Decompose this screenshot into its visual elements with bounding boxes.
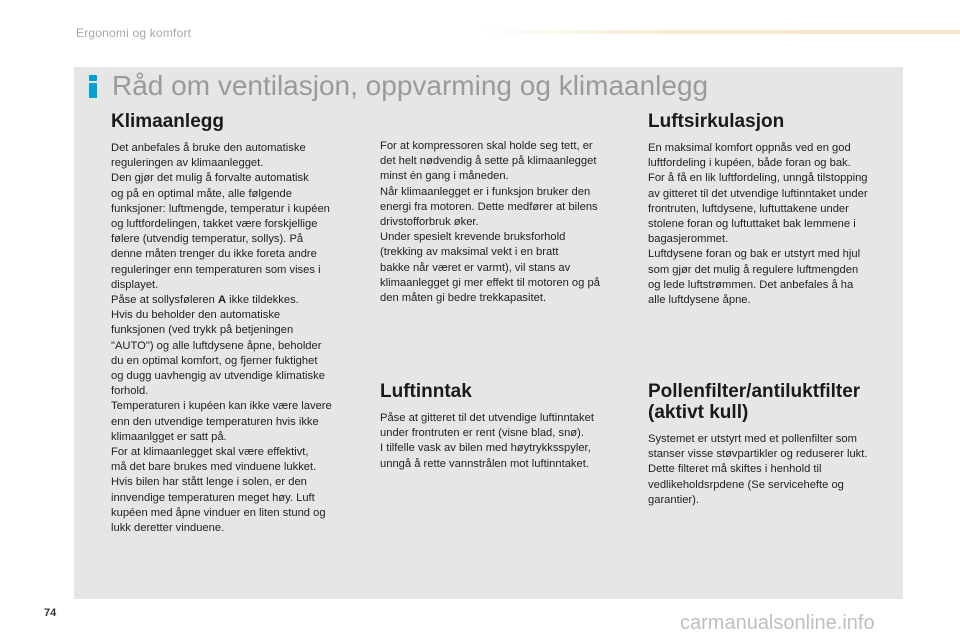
pollenfilter-section xyxy=(648,381,898,508)
luftinntak-heading: Luftinntak xyxy=(380,381,472,402)
luftsirkulasjon-text: En maksimal komfort oppnås ved en god luftfordeling i kupéen, både foran og bak. For å få en lik luftfordeling, unngå tilstopping av gitteret til det utvendige luftinntaket under frontruten, luftdysene, luftuttakene under stolene foran og luftuttaket bak lemmene i bagasjerommet. Luftdysene foran og bak er utstyrt med hjul som gjør det mulig å regulere luftmengden og lede luftstrømmen. Det anbefales å ha alle luftdysene åpne. xyxy=(648,142,868,307)
watermark: carmanualsonline.info xyxy=(680,612,875,634)
bullet-text-pre: Påse at sollysføleren xyxy=(111,294,218,307)
luftinntak-text: Påse at gitteret til det utvendige luftinntaket under frontruten er rent (visne blad, snø). I tilfelle vask av bilen med høytrykksspyler, unngå å rette vannstrålen mot luftinntaket. xyxy=(380,412,594,470)
sensor-label: A xyxy=(217,294,227,307)
bullet-text-post: ikke tildekkes. xyxy=(226,294,299,307)
header-rule xyxy=(480,30,960,34)
pollenfilter-heading-line-1: Pollenfilter/antiluktfilter xyxy=(648,381,861,402)
klimaanlegg-paragraph-1: Det anbefales å bruke den automatiske reguleringen av klimaanlegget. Den gjør det mulig å forvalte automatisk og på en optimal måte, alle følgende funksjoner: luftmengde, temperatur i kupéen og luftfordelingen, takket være forskjellige følere (utvendig temperatur, sollys). På denne måten trenger du ikke foreta andre reguleringer enn temperaturen som vises i displayet. xyxy=(111,142,330,291)
luftsirkulasjon-heading: Luftsirkulasjon xyxy=(648,111,785,132)
kompressor-text: For at kompressoren skal holde seg tett, er det helt nødvendig å sette på klimaanlegget minst én gang i måneden. Når klimaanlegget er i funksjon bruker den energi fra motoren. Dette medfører at bilens drivstofforbruk øker. Under spesielt krevende bruksforhold (trekking av maksimal vekt i en bratt bakke når været er varmt), vil stans av klimaanlegget gi mer effekt til motoren og på den måten gi bedre trekkapasitet. xyxy=(380,140,600,305)
klimaanlegg-paragraph-2: Hvis du beholder den automatiske funksjonen (ved trykk på betjeningen "AUTO") og alle luftdysene åpne, beholder du en optimal komfort, og fjerner fuktighet og dugg uavhengig av utvendige klimatiske forhold. Temperaturen i kupéen kan ikke være lavere enn den utvendige temperaturen hvis ikke klimaanlgget er satt på. For at klimaanlegget skal være effektivt, må det bare brukes med vinduene lukket. Hvis bilen har stått lenge i solen, er den innvendige temperaturen meget høy. Luft kupéen med åpne vinduer en liten stund og lukk deretter vinduene. xyxy=(111,309,332,535)
page-title: Råd om ventilasjon, oppvarming og klimaanlegg xyxy=(112,70,709,101)
page-number: 74 xyxy=(44,607,57,619)
kompressor-section xyxy=(380,139,630,306)
pollenfilter-heading-line-2: (aktivt kull) xyxy=(648,402,749,423)
klimaanlegg-bullet xyxy=(111,293,369,308)
klimaanlegg-heading: Klimaanlegg xyxy=(111,111,224,132)
pollenfilter-heading xyxy=(648,381,898,423)
luftinntak-section xyxy=(380,381,630,472)
section-header: Ergonomi og komfort xyxy=(76,26,192,40)
klimaanlegg-section xyxy=(111,111,369,536)
luftsirkulasjon-section xyxy=(648,111,898,308)
pollenfilter-text: Systemet er utstyrt med et pollenfilter som stanser visse støvpartikler og reduserer lukt. Dette filteret må skiftes i henhold til vedlikeholdsrpdene (Se servicehefte og garantier). xyxy=(648,433,868,506)
info-icon xyxy=(86,75,100,99)
